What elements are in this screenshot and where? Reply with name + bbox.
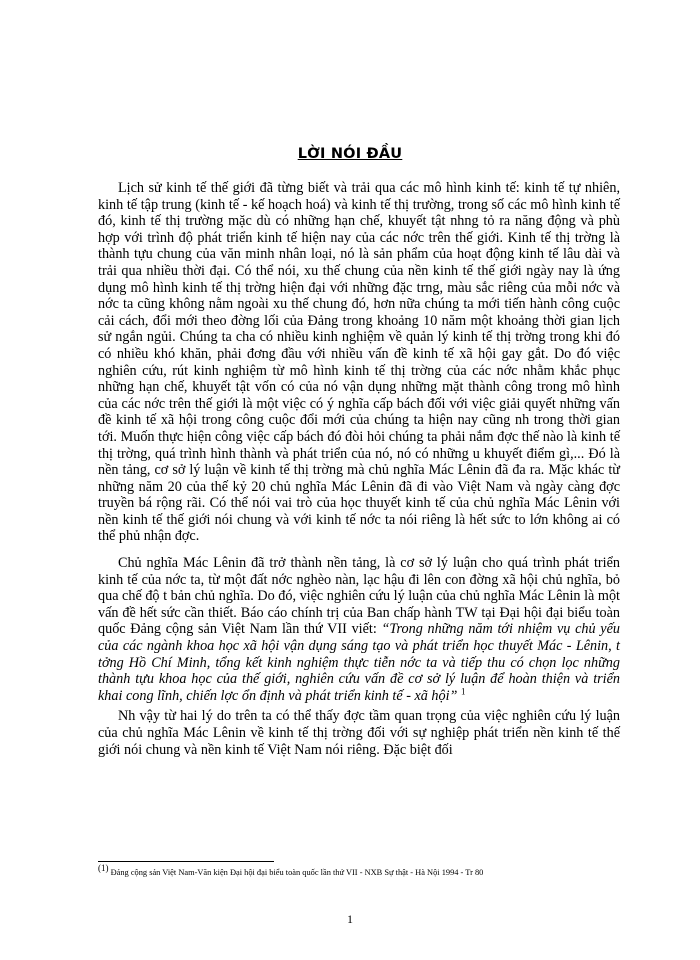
footnote-divider	[98, 861, 274, 862]
page-number: 1	[347, 912, 353, 926]
footnote-reference: 1	[460, 686, 466, 697]
paragraph-3: Nh vậy từ hai lý do trên ta có thể thấy đợc tầm quan trọng của việc nghiên cứu lý luận của chủ nghĩa Mác Lênin về kinh tế thị trờng đối với sự nghiệp phát triển nền kinh tế thế giới nói chung và nền kinh tế Việt Nam nói riêng. Đặc biệt đối	[98, 708, 620, 758]
page-title: LỜI NÓI ĐẦU	[297, 146, 403, 162]
body-text	[98, 180, 620, 758]
paragraph-1: Lịch sử kinh tế thế giới đã từng biết và trải qua các mô hình kinh tế: kinh tế tự nhiên, kinh tế tập trung (kinh tế - kế hoạch hoá) và kinh tế thị trường, trong số các mô hình kinh tế đó, kinh tế thị trường mặc dù có những hạn chế, khuyết tật nhng tỏ ra năng động và phù hợp với trình độ phát triển kinh tế hiện nay của các nớc trên thế giới. Kinh tế thị trờng là thành tựu chung của văn minh nhân loại, nó là sản phẩm của hoạt động kinh tế lâu dài và trải qua nhiều thời đại. Có thể nói, xu thế chung của nền kinh tế thế giới ngày nay là ứng dụng mô hình kinh tế thị trờng hiện đại với những đặc trng, màu sắc riêng của mỗi nớc và nớc ta cũng không nằm ngoài xu thế chung đó, hơn nữa chúng ta mới tiến hành công cuộc cải cách, đổi mới theo đờng lối của Đảng trong khoảng 10 năm một khoảng thời gian lịch sử ngắn ngủi. Chúng ta cha có nhiều kinh nghiệm về quản lý kinh tế thị trờng trong khi đó có nhiều khó khăn, phải đơng đầu với nhiều vấn đề kinh tế xã hội gay gắt. Do đó việc nghiên cứu, rút kinh nghiệm từ mô hình kinh tế thị trờng của các nớc nhằm khắc phục những hạn chế, khuyết tật vốn có của nó vận dụng những mặt thành công trong mô hình của các nớc trên thế giới là một việc có ý nghĩa cấp bách đối với việc giải quyết những vấn đề kinh tế xã hội trong công cuộc đổi mới của chúng ta hiện nay cũng nh trong thời gian tới. Muốn thực hiện công việc cấp bách đó đòi hỏi chúng ta phải nắm đợc thế nào là kinh tế thị trờng, quá trình hình thành và phát triển của nó, nó có những u khuyết điểm gì,... Đó là nền tảng, cơ sở lý luận về kinh tế thị trờng mà chủ nghĩa Mác Lênin đã đa ra. Mặc khác từ những năm 20 của thế kỷ 20 chủ nghĩa Mác Lênin đã đi vào Việt Nam và ngày càng đợc truyền bá rộng rãi. Có thể nói vai trò của học thuyết kinh tế của chủ nghĩa Mác Lênin với nền kinh tế thế giới nói chung và với kinh tế nớc ta nói riêng là hết sức to lớn không ai có thể phủ nhận đợc.	[98, 180, 620, 545]
paragraph-2-text: Chủ nghĩa Mác Lênin đã trở thành nền tảng, là cơ sở lý luận cho quá trình phát triển kinh tế của nớc ta, từ một đất nớc nghèo nàn, lạc hậu đi lên con đờng xã hội chủ nghĩa, bỏ qua chế độ t bản chủ nghĩa. Do đó, việc nghiên cứu lý luận của chủ nghĩa Mác Lênin là một vấn đề hết sức cần thiết. Báo cáo chính trị của Ban chấp hành TW tại Đại hội đại biểu toàn quốc Đảng cộng sản Việt Nam lần thứ VII viết:	[98, 555, 620, 638]
footnote	[98, 863, 484, 877]
footnote-text: Đảng cộng sản Việt Nam-Văn kiện Đại hội đại biểu toàn quốc lần thứ VII - NXB Sự thật - Hà Nội 1994 - Tr 80	[110, 868, 484, 877]
paragraph-2	[98, 555, 620, 704]
footnote-mark: (1)	[98, 863, 109, 874]
quotation: “Trong những năm tới nhiệm vụ chủ yếu của các ngành khoa học xã hội vận dụng sáng tạo và phát triển học thuyết Mác - Lênin, t tởng Hồ Chí Minh, tổng kết kinh nghiệm thực tiễn nớc ta và tiếp thu có chọn lọc những thành tựu khoa học của thế giới, nghiên cứu vấn đề cơ sở lý luận để hoàn thiện và triển khai cong lĩnh, chiến lợc ổn định và phát triển kinh tế - xã hội”	[98, 621, 620, 704]
